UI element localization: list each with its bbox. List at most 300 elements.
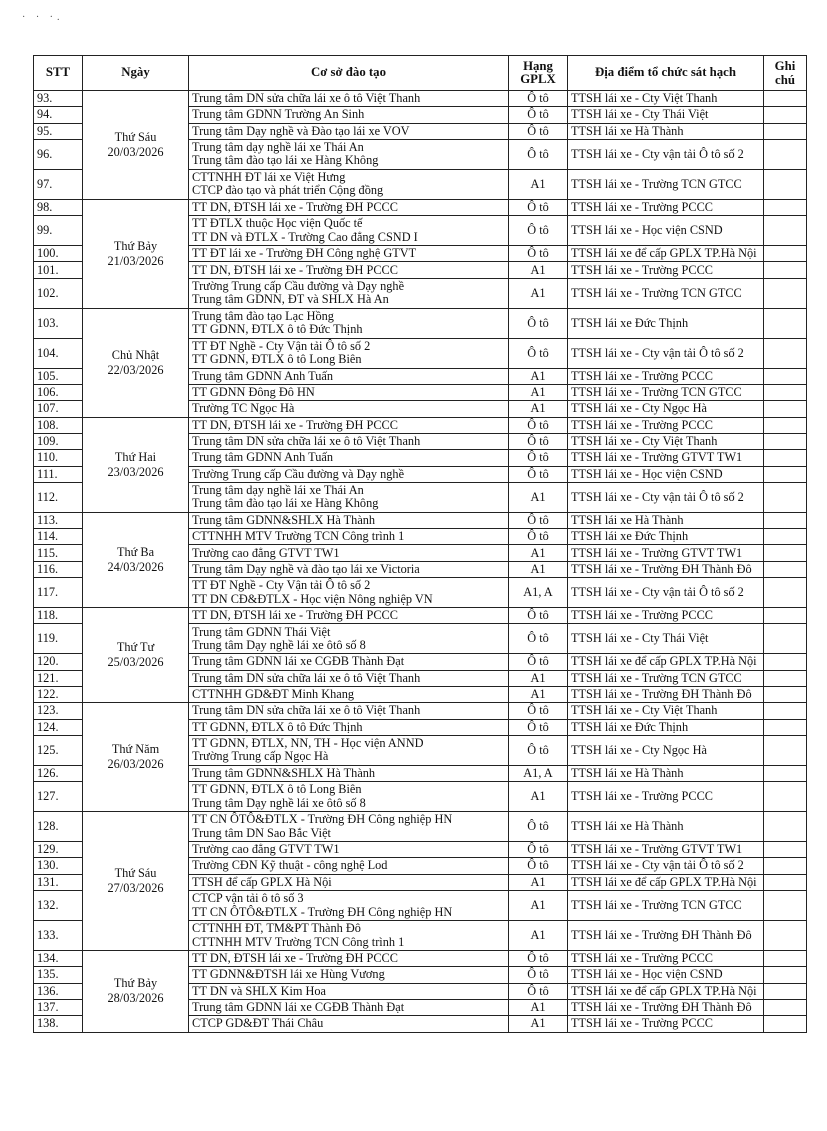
- row-co-so: [189, 169, 509, 199]
- co-so-line: Trung tâm GDNN Anh Tuấn: [192, 450, 333, 465]
- row-hang: Ô tô: [509, 842, 568, 858]
- row-stt: 138.: [34, 1016, 83, 1032]
- day-cell: [83, 512, 189, 607]
- row-hang: Ô tô: [509, 91, 568, 107]
- row-dia-diem: TTSH lái xe Đức Thịnh: [568, 308, 764, 338]
- row-ghi-chu: [764, 466, 807, 482]
- row-dia-diem: TTSH lái xe - Trường TCN GTCC: [568, 169, 764, 199]
- row-hang: Ô tô: [509, 417, 568, 433]
- row-co-so: [189, 654, 509, 670]
- row-stt: 136.: [34, 983, 83, 999]
- co-so-line: Trung tâm DN sửa chữa lái xe ô tô Việt Thanh: [192, 434, 421, 449]
- row-dia-diem: TTSH lái xe - Trường TCN GTCC: [568, 385, 764, 401]
- row-dia-diem: TTSH lái xe - Trường PCCC: [568, 951, 764, 967]
- row-ghi-chu: [764, 735, 807, 765]
- row-dia-diem: TTSH lái xe - Cty Việt Thanh: [568, 703, 764, 719]
- table-row: [34, 417, 807, 433]
- row-dia-diem: TTSH lái xe để cấp GPLX TP.Hà Nội: [568, 874, 764, 890]
- row-stt: 117.: [34, 578, 83, 608]
- row-stt: 99.: [34, 216, 83, 246]
- row-ghi-chu: [764, 983, 807, 999]
- row-co-so: [189, 107, 509, 123]
- row-hang: A1, A: [509, 578, 568, 608]
- co-so-line: TT CN ÔTÔ&ĐTLX - Trường ĐH Công nghiệp HN: [192, 904, 453, 919]
- co-so-line: TT DN, ĐTSH lái xe - Trường ĐH PCCC: [192, 262, 398, 277]
- row-ghi-chu: [764, 891, 807, 921]
- row-hang: A1: [509, 670, 568, 686]
- co-so-line: CTTNHH GD&ĐT Minh Khang: [192, 686, 355, 701]
- row-ghi-chu: [764, 967, 807, 983]
- row-ghi-chu: [764, 951, 807, 967]
- row-dia-diem: TTSH lái xe - Trường PCCC: [568, 782, 764, 812]
- row-co-so: [189, 891, 509, 921]
- row-ghi-chu: [764, 703, 807, 719]
- row-co-so: [189, 216, 509, 246]
- row-hang: Ô tô: [509, 858, 568, 874]
- row-ghi-chu: [764, 401, 807, 417]
- row-ghi-chu: [764, 368, 807, 384]
- row-dia-diem: TTSH lái xe - Trường TCN GTCC: [568, 278, 764, 308]
- co-so-line: TT DN, ĐTSH lái xe - Trường ĐH PCCC: [192, 951, 398, 966]
- row-hang: A1: [509, 782, 568, 812]
- day-cell: [83, 703, 189, 812]
- row-co-so: [189, 561, 509, 577]
- row-ghi-chu: [764, 1016, 807, 1032]
- row-dia-diem: TTSH lái xe để cấp GPLX TP.Hà Nội: [568, 654, 764, 670]
- day-name: Thứ Năm: [111, 742, 160, 757]
- row-dia-diem: TTSH lái xe để cấp GPLX TP.Hà Nội: [568, 983, 764, 999]
- row-co-so: [189, 624, 509, 654]
- row-hang: Ô tô: [509, 216, 568, 246]
- row-co-so: [189, 858, 509, 874]
- header-ghi-line1: Ghi: [774, 59, 796, 73]
- row-stt: 113.: [34, 512, 83, 528]
- co-so-line: Trung tâm DN Sao Bắc Việt: [192, 825, 331, 840]
- row-dia-diem: TTSH lái xe - Trường GTVT TW1: [568, 545, 764, 561]
- row-hang: A1: [509, 874, 568, 890]
- row-stt: 129.: [34, 842, 83, 858]
- co-so-line: Trường cao đẳng GTVT TW1: [192, 545, 340, 560]
- row-ghi-chu: [764, 450, 807, 466]
- co-so-line: Trường Trung cấp Cầu đường và Dạy nghề: [192, 279, 405, 294]
- row-ghi-chu: [764, 529, 807, 545]
- row-hang: Ô tô: [509, 107, 568, 123]
- row-dia-diem: TTSH lái xe - Cty Ngọc Hà: [568, 401, 764, 417]
- row-ghi-chu: [764, 858, 807, 874]
- table-row: [34, 812, 807, 842]
- header-hang: [509, 56, 568, 91]
- row-stt: 122.: [34, 686, 83, 702]
- row-stt: 107.: [34, 401, 83, 417]
- row-stt: 126.: [34, 765, 83, 781]
- row-stt: 111.: [34, 466, 83, 482]
- row-ghi-chu: [764, 91, 807, 107]
- row-dia-diem: TTSH lái xe - Cty vận tải Ô tô số 2: [568, 482, 764, 512]
- row-ghi-chu: [764, 561, 807, 577]
- row-stt: 123.: [34, 703, 83, 719]
- header-ghi-chu: [764, 56, 807, 91]
- row-co-so: [189, 735, 509, 765]
- row-ghi-chu: [764, 654, 807, 670]
- row-co-so: [189, 401, 509, 417]
- row-co-so: [189, 482, 509, 512]
- co-so-line: TT GDNN, ĐTLX ô tô Đức Thịnh: [192, 719, 363, 734]
- row-hang: A1: [509, 482, 568, 512]
- row-co-so: [189, 529, 509, 545]
- row-hang: A1: [509, 561, 568, 577]
- row-hang: Ô tô: [509, 719, 568, 735]
- row-stt: 102.: [34, 278, 83, 308]
- co-so-line: TT DN, ĐTSH lái xe - Trường ĐH PCCC: [192, 608, 398, 623]
- co-so-line: Trường cao đẳng GTVT TW1: [192, 842, 340, 857]
- co-so-line: Trường Trung cấp Cầu đường và Dạy nghề: [192, 466, 405, 481]
- row-stt: 109.: [34, 433, 83, 449]
- row-stt: 137.: [34, 999, 83, 1015]
- co-so-line: TT GDNN, ĐTLX ô tô Long Biên: [192, 782, 362, 797]
- row-dia-diem: TTSH lái xe để cấp GPLX TP.Hà Nội: [568, 246, 764, 262]
- header-ghi-line2: chú: [775, 73, 795, 87]
- row-co-so: [189, 545, 509, 561]
- row-hang: Ô tô: [509, 512, 568, 528]
- day-date: 20/03/2026: [107, 144, 164, 159]
- row-co-so: [189, 765, 509, 781]
- row-hang: A1: [509, 401, 568, 417]
- row-ghi-chu: [764, 842, 807, 858]
- row-hang: Ô tô: [509, 735, 568, 765]
- row-co-so: [189, 719, 509, 735]
- day-cell: [83, 308, 189, 417]
- day-date: 26/03/2026: [107, 757, 164, 772]
- row-stt: 121.: [34, 670, 83, 686]
- row-ghi-chu: [764, 999, 807, 1015]
- row-co-so: [189, 999, 509, 1015]
- row-hang: Ô tô: [509, 951, 568, 967]
- row-hang: Ô tô: [509, 199, 568, 215]
- row-ghi-chu: [764, 385, 807, 401]
- row-dia-diem: TTSH lái xe - Trường PCCC: [568, 417, 764, 433]
- row-hang: A1: [509, 686, 568, 702]
- row-hang: Ô tô: [509, 654, 568, 670]
- co-so-line: CTCP vận tải ô tô số 3: [192, 891, 304, 906]
- co-so-line: TT ĐT Nghề - Cty Vận tải Ô tô số 2: [192, 578, 371, 593]
- row-hang: A1: [509, 278, 568, 308]
- row-co-so: [189, 417, 509, 433]
- row-dia-diem: TTSH lái xe - Cty Thái Việt: [568, 107, 764, 123]
- day-date: 22/03/2026: [107, 362, 164, 377]
- row-dia-diem: TTSH lái xe - Trường ĐH Thành Đô: [568, 561, 764, 577]
- row-hang: A1: [509, 891, 568, 921]
- day-date: 23/03/2026: [107, 464, 164, 479]
- schedule-page: [33, 55, 806, 1033]
- row-co-so: [189, 338, 509, 368]
- row-co-so: [189, 842, 509, 858]
- row-dia-diem: TTSH lái xe - Cty vận tải Ô tô số 2: [568, 858, 764, 874]
- row-stt: 106.: [34, 385, 83, 401]
- co-so-line: Trung tâm DN sửa chữa lái xe ô tô Việt Thanh: [192, 670, 421, 685]
- row-hang: Ô tô: [509, 529, 568, 545]
- row-ghi-chu: [764, 686, 807, 702]
- row-ghi-chu: [764, 624, 807, 654]
- row-dia-diem: TTSH lái xe - Cty vận tải Ô tô số 2: [568, 139, 764, 169]
- row-hang: A1: [509, 368, 568, 384]
- header-row: [34, 56, 807, 91]
- row-ghi-chu: [764, 169, 807, 199]
- row-co-so: [189, 308, 509, 338]
- row-stt: 118.: [34, 608, 83, 624]
- header-hang-line1: Hạng: [523, 58, 553, 73]
- row-stt: 110.: [34, 450, 83, 466]
- row-hang: Ô tô: [509, 450, 568, 466]
- row-stt: 103.: [34, 308, 83, 338]
- row-stt: 135.: [34, 967, 83, 983]
- row-co-so: [189, 703, 509, 719]
- row-hang: A1: [509, 1016, 568, 1032]
- row-ghi-chu: [764, 338, 807, 368]
- row-co-so: [189, 466, 509, 482]
- day-name: Thứ Hai: [114, 449, 157, 464]
- co-so-line: CTCP đào tạo và phát triển Cộng đồng: [192, 183, 384, 198]
- day-name: Thứ Bảy: [113, 238, 158, 253]
- row-dia-diem: TTSH lái xe - Trường ĐH Thành Đô: [568, 999, 764, 1015]
- row-co-so: [189, 812, 509, 842]
- row-ghi-chu: [764, 782, 807, 812]
- row-stt: 105.: [34, 368, 83, 384]
- co-so-line: Trung tâm dạy nghề lái xe Thái An: [192, 483, 364, 498]
- co-so-line: Trung tâm dạy nghề lái xe Thái An: [192, 140, 364, 155]
- row-dia-diem: TTSH lái xe - Trường TCN GTCC: [568, 891, 764, 921]
- row-co-so: [189, 91, 509, 107]
- table-row: [34, 512, 807, 528]
- co-so-line: Trung tâm GDNN&SHLX Hà Thành: [192, 512, 376, 527]
- day-date: 27/03/2026: [107, 881, 164, 896]
- day-date: 28/03/2026: [107, 991, 164, 1006]
- day-name: Thứ Bảy: [113, 976, 158, 991]
- header-hang-line2: GPLX: [520, 72, 556, 86]
- row-hang: Ô tô: [509, 983, 568, 999]
- table-row: [34, 308, 807, 338]
- row-dia-diem: TTSH lái xe - Trường GTVT TW1: [568, 842, 764, 858]
- row-hang: Ô tô: [509, 967, 568, 983]
- row-hang: A1: [509, 545, 568, 561]
- row-dia-diem: TTSH lái xe - Trường PCCC: [568, 608, 764, 624]
- row-stt: 97.: [34, 169, 83, 199]
- row-hang: A1: [509, 999, 568, 1015]
- header-dia-diem: Địa điểm tổ chức sát hạch: [568, 56, 764, 91]
- row-dia-diem: TTSH lái xe Hà Thành: [568, 512, 764, 528]
- row-hang: A1: [509, 921, 568, 951]
- co-so-line: Trung tâm đào tạo Lạc Hồng: [192, 309, 334, 324]
- co-so-line: CTTNHH ĐT, TM&PT Thành Đô: [192, 921, 361, 936]
- row-dia-diem: TTSH lái xe - Trường PCCC: [568, 1016, 764, 1032]
- row-hang: Ô tô: [509, 812, 568, 842]
- row-dia-diem: TTSH lái xe - Cty vận tải Ô tô số 2: [568, 338, 764, 368]
- row-dia-diem: TTSH lái xe Hà Thành: [568, 123, 764, 139]
- row-co-so: [189, 278, 509, 308]
- day-cell: [83, 951, 189, 1032]
- row-hang: Ô tô: [509, 703, 568, 719]
- row-co-so: [189, 123, 509, 139]
- row-dia-diem: TTSH lái xe - Cty Thái Việt: [568, 624, 764, 654]
- table-row: [34, 608, 807, 624]
- row-stt: 95.: [34, 123, 83, 139]
- row-ghi-chu: [764, 608, 807, 624]
- row-co-so: [189, 983, 509, 999]
- co-so-line: TT DN, ĐTSH lái xe - Trường ĐH PCCC: [192, 199, 398, 214]
- co-so-line: Trung tâm DN sửa chữa lái xe ô tô Việt Thanh: [192, 703, 421, 718]
- row-stt: 100.: [34, 246, 83, 262]
- co-so-line: CTTNHH MTV Trường TCN Công trình 1: [192, 934, 405, 949]
- co-so-line: Trường TC Ngọc Hà: [192, 401, 295, 416]
- day-cell: [83, 91, 189, 200]
- table-row: [34, 199, 807, 215]
- row-ghi-chu: [764, 812, 807, 842]
- row-ghi-chu: [764, 199, 807, 215]
- row-co-so: [189, 951, 509, 967]
- co-so-line: TT ĐT Nghề - Cty Vận tải Ô tô số 2: [192, 339, 371, 354]
- day-cell: [83, 608, 189, 703]
- row-dia-diem: TTSH lái xe - Học viện CSND: [568, 216, 764, 246]
- co-so-line: Trung tâm đào tạo lái xe Hàng Không: [192, 153, 379, 168]
- row-hang: A1: [509, 262, 568, 278]
- row-stt: 128.: [34, 812, 83, 842]
- row-ghi-chu: [764, 921, 807, 951]
- row-stt: 134.: [34, 951, 83, 967]
- day-name: Thứ Sáu: [114, 129, 157, 144]
- row-dia-diem: TTSH lái xe - Cty Việt Thanh: [568, 433, 764, 449]
- row-ghi-chu: [764, 308, 807, 338]
- row-co-so: [189, 578, 509, 608]
- scan-marks: · · ·.: [22, 12, 64, 23]
- row-hang: A1: [509, 169, 568, 199]
- co-so-line: Trung tâm Dạy nghề và Đào tạo lái xe VOV: [192, 123, 410, 138]
- co-so-line: TT GDNN, ĐTLX ô tô Đức Thịnh: [192, 322, 363, 337]
- co-so-line: Trung tâm Dạy nghề lái xe ôtô số 8: [192, 637, 366, 652]
- row-ghi-chu: [764, 139, 807, 169]
- row-hang: A1: [509, 385, 568, 401]
- row-hang: Ô tô: [509, 624, 568, 654]
- row-hang: Ô tô: [509, 608, 568, 624]
- table-row: [34, 91, 807, 107]
- row-stt: 120.: [34, 654, 83, 670]
- row-stt: 116.: [34, 561, 83, 577]
- row-dia-diem: TTSH lái xe - Cty Ngọc Hà: [568, 735, 764, 765]
- row-stt: 133.: [34, 921, 83, 951]
- row-stt: 96.: [34, 139, 83, 169]
- row-hang: Ô tô: [509, 123, 568, 139]
- row-stt: 131.: [34, 874, 83, 890]
- row-hang: Ô tô: [509, 433, 568, 449]
- schedule-table: [33, 55, 807, 1033]
- co-so-line: TT DN, ĐTSH lái xe - Trường ĐH PCCC: [192, 417, 398, 432]
- schedule-body: [34, 91, 807, 1033]
- row-co-so: [189, 433, 509, 449]
- row-stt: 127.: [34, 782, 83, 812]
- co-so-line: Trung tâm Dạy nghề lái xe ôtô số 8: [192, 795, 366, 810]
- row-co-so: [189, 1016, 509, 1032]
- row-dia-diem: TTSH lái xe - Trường PCCC: [568, 368, 764, 384]
- row-ghi-chu: [764, 765, 807, 781]
- co-so-line: TT GDNN&ĐTSH lái xe Hùng Vương: [192, 967, 385, 982]
- row-ghi-chu: [764, 216, 807, 246]
- row-hang: Ô tô: [509, 466, 568, 482]
- co-so-line: Trung tâm GDNN, ĐT và SHLX Hà An: [192, 292, 389, 307]
- row-co-so: [189, 782, 509, 812]
- row-ghi-chu: [764, 246, 807, 262]
- row-co-so: [189, 608, 509, 624]
- table-row: [34, 703, 807, 719]
- row-stt: 124.: [34, 719, 83, 735]
- row-ghi-chu: [764, 278, 807, 308]
- row-ghi-chu: [764, 123, 807, 139]
- row-stt: 104.: [34, 338, 83, 368]
- row-dia-diem: TTSH lái xe - Trường PCCC: [568, 199, 764, 215]
- co-so-line: Trung tâm đào tạo lái xe Hàng Không: [192, 496, 379, 511]
- table-row: [34, 951, 807, 967]
- row-hang: Ô tô: [509, 139, 568, 169]
- co-so-line: Trung tâm DN sửa chữa lái xe ô tô Việt Thanh: [192, 91, 421, 106]
- row-dia-diem: TTSH lái xe - Cty vận tải Ô tô số 2: [568, 578, 764, 608]
- row-hang: Ô tô: [509, 246, 568, 262]
- co-so-line: TT GDNN Đông Đô HN: [192, 385, 315, 400]
- row-hang: Ô tô: [509, 308, 568, 338]
- row-stt: 130.: [34, 858, 83, 874]
- row-co-so: [189, 967, 509, 983]
- row-ghi-chu: [764, 512, 807, 528]
- row-ghi-chu: [764, 262, 807, 278]
- day-date: 25/03/2026: [107, 655, 164, 670]
- co-so-line: Trung tâm GDNN&SHLX Hà Thành: [192, 765, 376, 780]
- co-so-line: TT ĐTLX thuộc Học viện Quốc tế: [192, 216, 363, 231]
- row-stt: 101.: [34, 262, 83, 278]
- row-dia-diem: TTSH lái xe - Học viện CSND: [568, 466, 764, 482]
- row-co-so: [189, 874, 509, 890]
- row-dia-diem: TTSH lái xe - Học viện CSND: [568, 967, 764, 983]
- co-so-line: Trung tâm GDNN Anh Tuấn: [192, 368, 333, 383]
- row-ghi-chu: [764, 670, 807, 686]
- row-dia-diem: TTSH lái xe - Cty Việt Thanh: [568, 91, 764, 107]
- co-so-line: Trường CĐN Kỹ thuật - công nghệ Lod: [192, 858, 388, 873]
- row-stt: 108.: [34, 417, 83, 433]
- row-hang: A1, A: [509, 765, 568, 781]
- row-ghi-chu: [764, 545, 807, 561]
- co-so-line: TT DN CĐ&ĐTLX - Học viện Nông nghiệp VN: [192, 591, 433, 606]
- row-ghi-chu: [764, 874, 807, 890]
- row-dia-diem: TTSH lái xe - Trường GTVT TW1: [568, 450, 764, 466]
- row-co-so: [189, 368, 509, 384]
- co-so-line: TT ĐT lái xe - Trường ĐH Công nghệ GTVT: [192, 246, 417, 261]
- row-ghi-chu: [764, 107, 807, 123]
- row-stt: 132.: [34, 891, 83, 921]
- day-date: 21/03/2026: [107, 253, 164, 268]
- row-co-so: [189, 199, 509, 215]
- row-dia-diem: TTSH lái xe Đức Thịnh: [568, 529, 764, 545]
- row-ghi-chu: [764, 417, 807, 433]
- day-name: Thứ Tư: [116, 640, 155, 655]
- day-cell: [83, 812, 189, 951]
- day-cell: [83, 417, 189, 512]
- co-so-line: TT CN ÔTÔ&ĐTLX - Trường ĐH Công nghiệp HN: [192, 812, 453, 827]
- row-stt: 119.: [34, 624, 83, 654]
- co-so-line: Trung tâm GDNN Thái Việt: [192, 624, 331, 639]
- row-dia-diem: TTSH lái xe - Trường PCCC: [568, 262, 764, 278]
- row-co-so: [189, 450, 509, 466]
- co-so-line: CTCP GD&ĐT Thái Châu: [192, 1016, 324, 1031]
- row-hang: Ô tô: [509, 338, 568, 368]
- co-so-line: Trung tâm GDNN Trường An Sinh: [192, 107, 365, 122]
- header-ngay: Ngày: [83, 56, 189, 91]
- row-stt: 93.: [34, 91, 83, 107]
- day-name: Thứ Sáu: [114, 866, 157, 881]
